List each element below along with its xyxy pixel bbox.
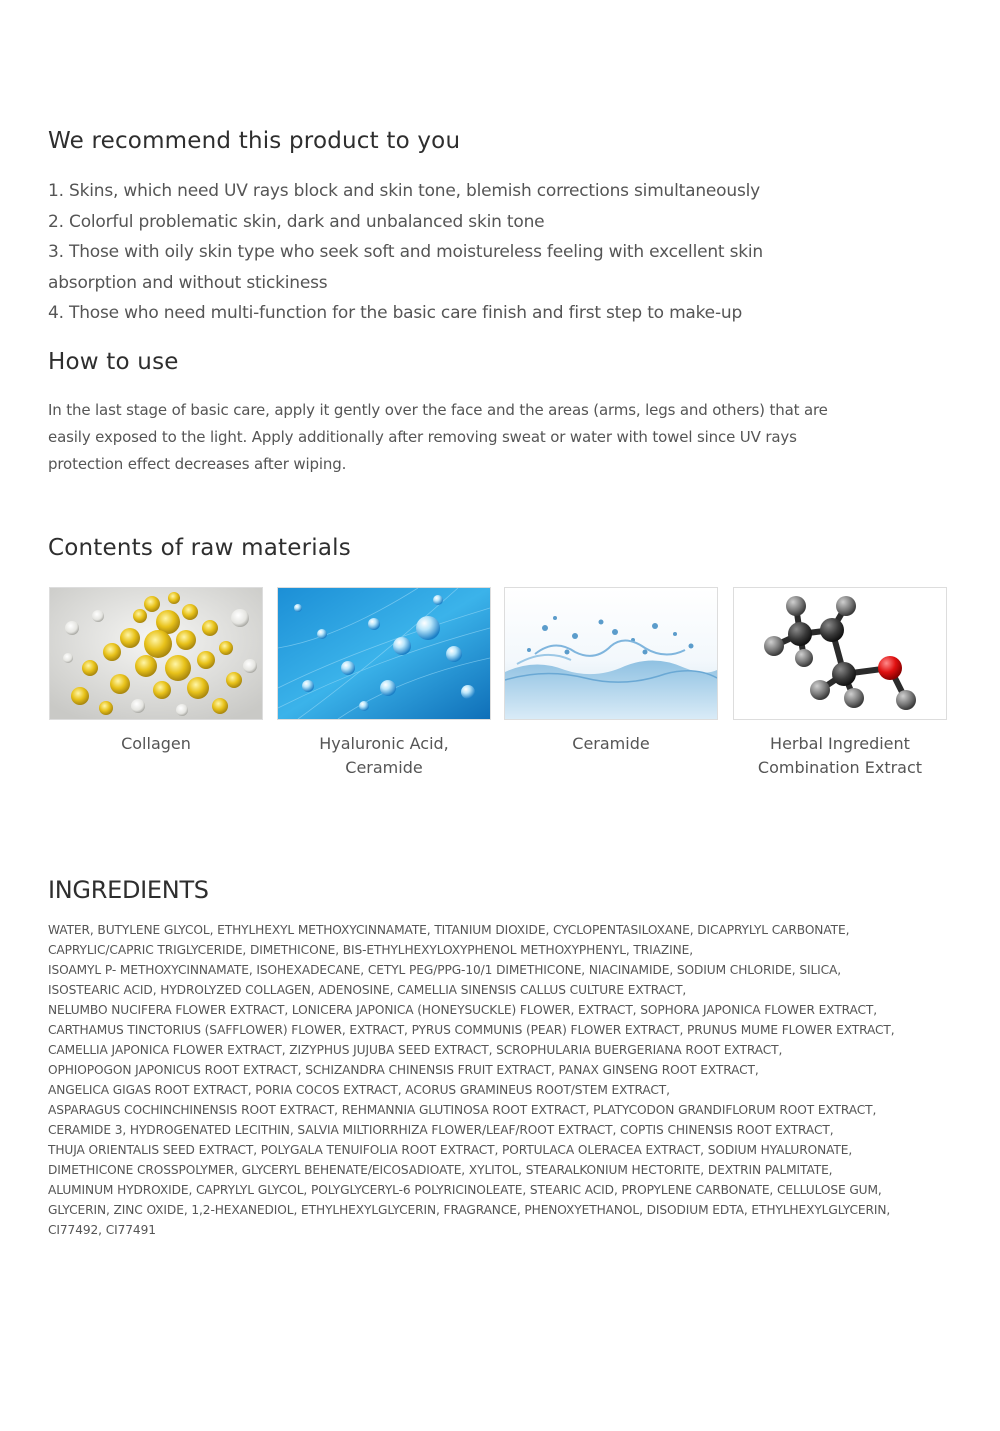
list-item: 2. Colorful problematic skin, dark and unbalanced skin tone bbox=[48, 211, 545, 232]
ingredients-text: WATER, BUTYLENE GLYCOL, ETHYLHEXYL METHOXYCINNAMATE, TITANIUM DIOXIDE, CYCLOPENTASILOXANE, DICAPRYLYL CARBONATE, CAPRYLIC/CAPRIC TRIGLYCERIDE, DIMETHICONE, BIS-ETHYLHEXYLOXYPHENOL METHOXYPHENYL, TRIAZINE, ISOAMYL P- METHOXYCINNAMATE, ISOHEXADECANE, CETYL PEG/PPG-10/1 DIMETHICONE, NIACINAMIDE, SODIUM CHLORIDE, SILICA, ISOSTEARIC ACID, HYDROLYZED COLLAGEN, ADENOSINE, CAMELLIA SINENSIS CALLUS CULTURE EXTRACT, NELUMBO NUCIFERA FLOWER EXTRACT, LONICERA JAPONICA (HONEYSUCKLE) FLOWER, EXTRACT, SOPHORA JAPONICA FLOWER EXTRACT, CARTHAMUS TINCTORIUS (SAFFLOWER) FLOWER, EXTRACT, PYRUS COMMUNIS (PEAR) FLOWER EXTRACT, PRUNUS MUME FLOWER EXTRACT, CAMELLIA JAPONICA FLOWER EXTRACT, ZIZYPHUS JUJUBA SEED EXTRACT, SCROPHULARIA BUERGERIANA ROOT EXTRACT, OPHIOPOGON JAPONICUS ROOT EXTRACT, SCHIZANDRA CHINENSIS FRUIT EXTRACT, PANAX GINSENG ROOT EXTRACT, ANGELICA GIGAS ROOT EXTRACT, PORIA COCOS EXTRACT, ACORUS GRAMINEUS ROOT/STEM EXTRACT, ASPARAGUS COCHINCHINENSIS ROOT EXTRACT, REHMANNIA GLUTINOSA ROOT EXTRACT, PLATYCODON GRANDIFLORUM ROOT EXTRACT, CERAMIDE 3, HYDROGENATED LECITHIN, SALVIA MILTIORRHIZA FLOWER/LEAF/ROOT EXTRACT, COPTIS CHINENSIS ROOT EXTRACT, THUJA ORIENTALIS SEED EXTRACT, POLYGALA TENUIFOLIA ROOT EXTRACT, PORTULACA OLERACEA EXTRACT, SODIUM HYALURONATE, DIMETHICONE CROSSPOLYMER, GLYCERYL BEHENATE/EICOSADIOATE, XYLITOL, STEARALKONIUM HECTORITE, DEXTRIN PALMITATE, ALUMINUM HYDROXIDE, CAPRYLYL GLYCOL, POLYGLYCERYL-6 POLYRICINOLEATE, STEARIC ACID, PROPYLENE CARBONATE, CELLULOSE GUM, GLYCERIN, ZINC OXIDE, 1,2-HEXANEDIOL, ETHYLHEXYLGLYCERIN, FRAGRANCE, PHENOXYETHANOL, DISODIUM EDTA, ETHYLHEXYLGLYCERIN, CI77492, CI77491 bbox=[48, 923, 895, 1237]
water-splash-image bbox=[504, 587, 718, 720]
usage-title: How to use bbox=[48, 349, 179, 375]
material-card-herbal bbox=[733, 587, 947, 780]
material-caption: Collagen bbox=[121, 734, 191, 753]
molecule-image bbox=[733, 587, 947, 720]
ingredients-title: INGREDIENTS bbox=[48, 876, 209, 904]
material-caption: Ceramide bbox=[572, 734, 650, 753]
list-item: 3. Those with oily skin type who seek soft and moistureless feeling with excellent skin absorption and without stickiness bbox=[48, 242, 763, 293]
collagen-image bbox=[49, 587, 263, 720]
list-item: 4. Those who need multi-function for the basic care finish and first step to make-up bbox=[48, 303, 743, 323]
water-droplets-image bbox=[277, 587, 491, 720]
recommend-title: We recommend this product to you bbox=[48, 128, 461, 154]
material-card-collagen bbox=[49, 587, 263, 756]
material-card-ceramide bbox=[504, 587, 718, 756]
list-item: 1. Skins, which need UV rays block and skin tone, blemish corrections simultaneously bbox=[48, 181, 760, 201]
recommend-list bbox=[48, 176, 788, 329]
material-caption: Herbal Ingredient Combination Extract bbox=[757, 734, 923, 777]
material-card-hyaluronic bbox=[277, 587, 491, 780]
usage-text: In the last stage of basic care, apply it gently over the face and the areas (arms, legs and others) that are easily exposed to the light. Apply additionally after removing sweat or water with towel since UV rays protection effect decreases after wiping. bbox=[48, 401, 828, 473]
materials-title: Contents of raw materials bbox=[48, 535, 351, 561]
material-caption: Hyaluronic Acid, Ceramide bbox=[319, 734, 449, 777]
